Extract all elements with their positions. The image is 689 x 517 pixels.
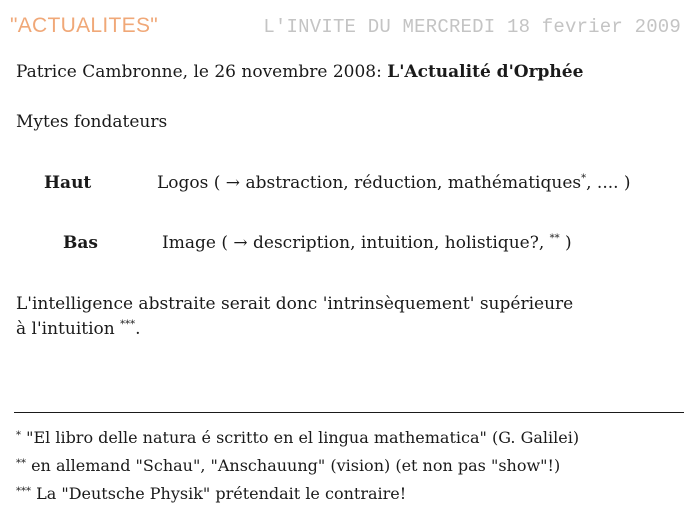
- haut-label: Haut: [44, 173, 92, 193]
- conclusion-line-2: [16, 317, 573, 344]
- footnotes: [16, 425, 579, 509]
- author-date: Patrice Cambronne, le 26 novembre 2008:: [16, 62, 382, 82]
- bas-label: Bas: [63, 233, 98, 253]
- footnote-text: "El libro delle natura é scritto en el lingua mathematica" (G. Galilei): [21, 428, 580, 447]
- byline: [16, 61, 583, 83]
- conclusion-line-2-end: .: [135, 319, 141, 339]
- section-heading: Mytes fondateurs: [16, 112, 168, 132]
- haut-description-end: , .... ): [586, 173, 631, 193]
- bas-description-text: Image ( → description, intuition, holistique?,: [162, 233, 550, 253]
- slide-subtitle: L'INVITE DU MERCREDI 18 fevrier 2009: [263, 16, 681, 38]
- footnote-2: [16, 453, 579, 481]
- footnote-mark: **: [16, 458, 26, 469]
- haut-description-text: Logos ( → abstraction, réduction, mathématiques: [157, 173, 582, 193]
- footnote-mark: ***: [16, 486, 31, 497]
- footnote-text: en allemand "Schau", "Anschauung" (vision) (et non pas "show"!): [26, 456, 561, 475]
- presentation-title: L'Actualité d'Orphée: [387, 62, 584, 82]
- footnote-mark: *: [16, 430, 21, 441]
- conclusion-line-1: L'intelligence abstraite serait donc 'intrinsèquement' supérieure: [16, 294, 574, 314]
- footnote-1: [16, 425, 579, 453]
- bas-description-end: ): [559, 233, 572, 253]
- footnote-3: [16, 481, 579, 509]
- footnote-divider: [14, 412, 684, 413]
- bas-note-mark: **: [549, 233, 560, 244]
- haut-note-mark: *: [581, 173, 587, 184]
- conclusion: [16, 292, 573, 344]
- slide-header: [10, 14, 681, 40]
- conclusion-line-2-text: à l'intuition: [16, 319, 121, 339]
- footnote-text: La "Deutsche Physik" prétendait le contraire!: [31, 484, 407, 503]
- section-label: "ACTUALITES": [10, 14, 159, 37]
- conclusion-note-mark: ***: [120, 319, 136, 330]
- haut-description: [157, 172, 631, 197]
- bas-description: [162, 232, 572, 257]
